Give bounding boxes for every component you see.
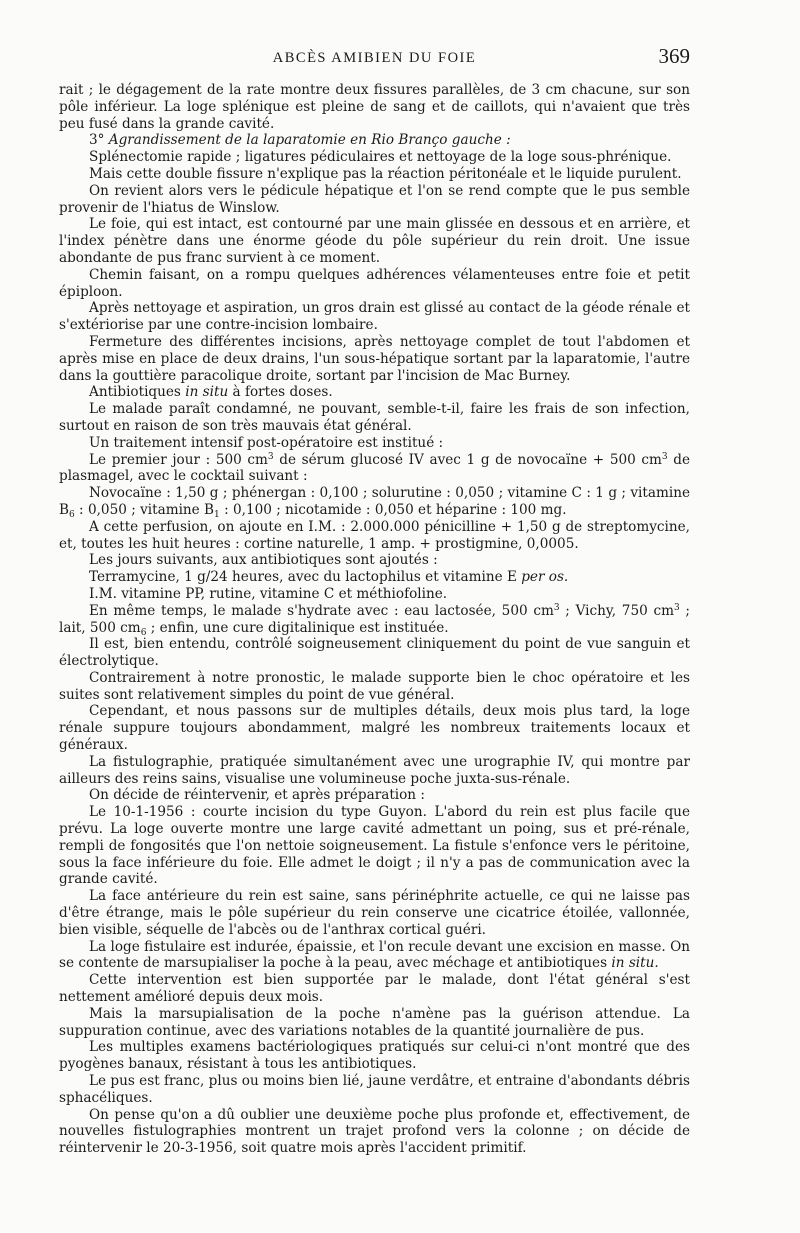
paragraph [59,452,690,486]
paragraph: Contrairement à notre pronostic, le malade supporte bien le choc opératoire et les suites sont relativement simples du point de vue général. [59,669,690,703]
text-run: ; enfin, une cure digitalinique est instituée. [146,619,449,636]
running-head: ABCÈS AMIBIEN DU FOIE [272,50,477,66]
text-run: : 0,100 ; nicotamide : 0,050 et héparine : 100 mg. [219,501,567,518]
superscript: 3 [661,451,668,462]
superscript: 3 [267,451,274,462]
italic-run: in situ [185,384,229,401]
text-run: : 0,050 ; vitamine B [74,501,215,518]
subscript: 6 [140,627,147,638]
italic-run: per os. [521,569,569,586]
paragraph: On pense qu'on a dû oublier une deuxième poche plus profonde et, effectivement, de nouvelles fistulographies montrent un trajet profond vers la colonne ; on décide de réintervenir le 20-3-1956, soit quatre mois après l'accident primitif. [59,1106,690,1157]
body-text [59,82,690,1157]
paragraph: Les multiples examens bactériologiques pratiqués sur celui-ci n'ont montré que des pyogènes banaux, résistant à tous les antibiotiques. [59,1039,690,1073]
paragraph: Le 10-1-1956 : courte incision du type Guyon. L'abord du rein est plus facile que prévu. La loge ouverte montre une large cavité admettant un poing, sus et pré-rénale, rempli de fongosités que l'on nettoie soigneusement. La fistule s'enfonce vers le péritoine, sous la face inférieure du foie. Elle admet le doigt ; il n'y a pas de communication avec la grande cavité. [59,804,690,888]
paragraph: Le pus est franc, plus ou moins bien lié, jaune verdâtre, et entraine d'abondants débris sphacéliques. [59,1073,690,1106]
paragraph: Mais la marsupialisation de la poche n'amène pas la guérison attendue. La suppuration continue, avec des variations notables de la quantité journalière de pus. [59,1005,690,1039]
paragraph: Splénectomie rapide ; ligatures pédiculaires et nettoyage de la loge sous-phrénique. [89,149,672,166]
section-number: 3° [89,132,109,149]
superscript: 3 [673,602,680,613]
paragraph: On revient alors vers le pédicule hépatique et l'on se rend compte que le pus semble provenir de l'hiatus de Winslow. [59,182,690,216]
superscript: 3 [553,602,560,613]
page-number: 369 [658,44,690,68]
paragraph [59,939,690,973]
italic-run: in situ. [611,955,659,972]
section-title: Agrandissement de la laparatomie en Rio Branço gauche : [108,132,511,149]
paragraph: A cette perfusion, on ajoute en I.M. : 2.000.000 pénicilline + 1,50 g de streptomycine, et, toutes les huit heures : cortine naturelle, 1 amp. + prostigmine, 0,0005. [59,518,690,552]
text-run: Antibiotiques [89,384,186,401]
text-run: La loge fistulaire est indurée, épaissie, et l'on recule devant une excision en masse. On se contente de marsupialiser la poche à la peau, avec méchage et antibiotiques [59,938,690,972]
paragraph: Il est, bien entendu, contrôlé soigneusement cliniquement du point de vue sanguin et électrolytique. [59,636,690,670]
subscript: 1 [214,509,220,520]
paragraph: rait ; le dégagement de la rate montre deux fissures parallèles, de 3 cm chacune, sur son pôle inférieur. La loge splénique est pleine de sang et de caillots, qui n'avaient que très peu fusé dans la grande cavité. [59,82,690,132]
section-heading [59,132,690,149]
text-run: ; lait, 500 cm [59,602,690,636]
subscript: 6 [69,509,75,520]
paragraph: Cependant, et nous passons sur de multiples détails, deux mois plus tard, la loge rénale suppure toujours abondamment, malgré les nombreux traitements locaux et généraux. [59,703,690,754]
text-run: En même temps, le malade s'hydrate avec : eau lactosée, 500 cm [89,602,554,619]
paragraph: La face antérieure du rein est saine, sans périnéphrite actuelle, ce qui ne laisse pas d'être étrange, mais le pôle supérieur du rein conserve une cicatrice étoilée, vallonnée, bien visible, séquelle de l'abcès ou de l'anthrax cortical guéri. [59,888,690,938]
paragraph: On décide de réintervenir, et après préparation : [89,787,425,804]
paragraph: Le malade paraît condamné, ne pouvant, semble-t-il, faire les frais de son infection, surtout en raison de son très mauvais état général. [59,401,690,434]
paragraph: I.M. vitamine PP, rutine, vitamine C et méthiofoline. [89,585,448,602]
text-run: de sérum glucosé IV avec 1 g de novocaïne + 500 cm [273,451,662,468]
paragraph: La fistulographie, pratiquée simultanément avec une urographie IV, qui montre par ailleurs des reins sains, visualise une volumineuse poche juxta-sus-rénale. [59,753,690,787]
paragraph: Après nettoyage et aspiration, un gros drain est glissé au contact de la géode rénale et s'extériorise par une contre-incision lombaire. [59,300,690,334]
paragraph: Les jours suivants, aux antibiotiques sont ajoutés : [89,552,438,569]
page-header [59,44,690,82]
paragraph: Un traitement intensif post-opératoire est institué : [89,434,444,451]
paragraph [59,603,690,637]
text-run: Terramycine, 1 g/24 heures, avec du lactophilus et vitamine E [89,569,522,586]
text-run: de plasmagel, avec le cocktail suivant : [59,451,690,485]
paragraph: Le foie, qui est intact, est contourné par une main glissée en dessous et en arrière, et l'index pénètre dans une énorme géode du pôle supérieur du rein droit. Une issue abondante de pus franc survient à ce moment. [59,216,690,266]
paragraph [59,384,690,401]
paragraph: Fermeture des différentes incisions, après nettoyage complet de tout l'abdomen et après mise en place de deux drains, l'un sous-hépatique sortant par la laparatomie, l'autre dans la gouttière paracolique droite, sortant par l'incision de Mac Burney. [59,333,690,384]
text-run: Novocaïne : 1,50 g ; phénergan : 0,100 ; solurutine : 0,050 ; vitamine C : 1 g ; vitamine B [59,485,690,518]
text-run: à fortes doses. [228,384,333,401]
paragraph [59,569,690,586]
text-run: Le premier jour : 500 cm [89,451,268,468]
text-run: ; Vichy, 750 cm [559,602,674,619]
paragraph: Cette intervention est bien supportée par le malade, dont l'état général s'est nettement amélioré depuis deux mois. [59,972,690,1006]
paragraph: Chemin faisant, on a rompu quelques adhérences vélamenteuses entre foie et petit épiploon. [59,266,690,300]
paragraph [59,485,690,519]
paragraph: Mais cette double fissure n'explique pas la réaction péritonéale et le liquide purulent. [89,165,682,182]
